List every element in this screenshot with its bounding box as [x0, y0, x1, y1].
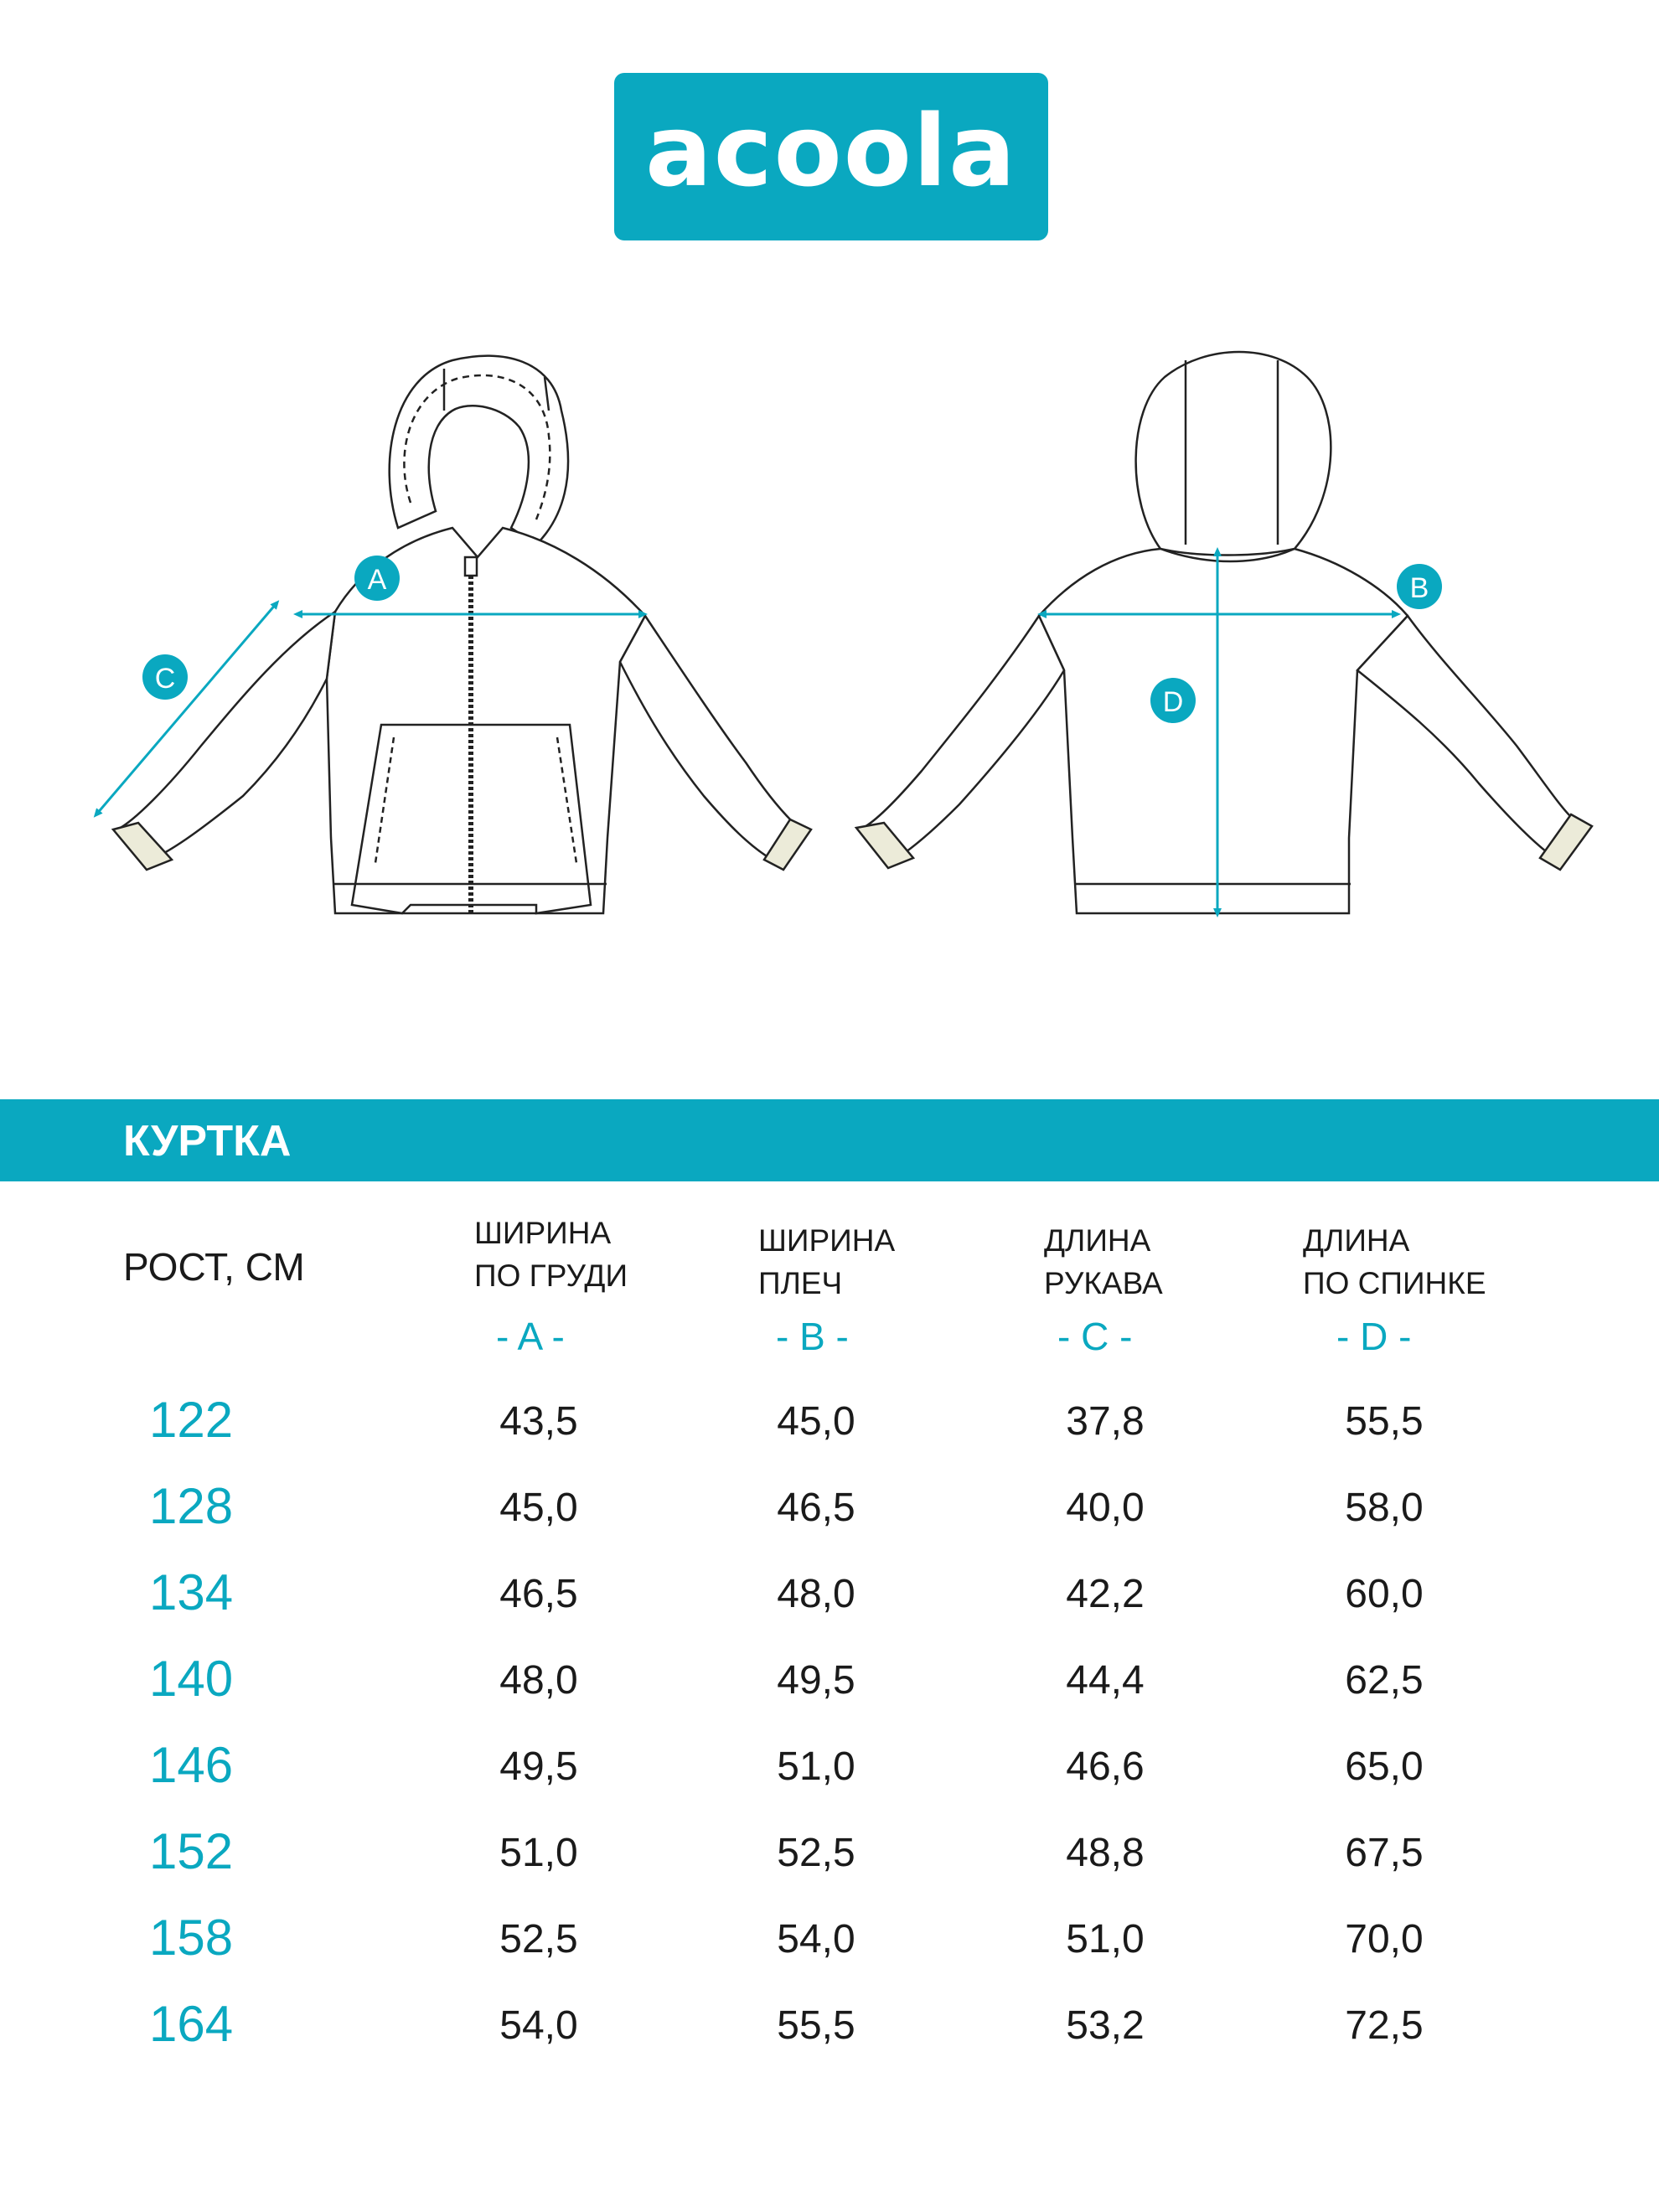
marker-b-label: B — [1409, 572, 1429, 604]
column-header-sleeve-length — [1044, 1219, 1163, 1305]
cell-shoulder-width: 52,5 — [777, 1831, 855, 1875]
cell-sleeve-length: 40,0 — [1066, 1486, 1145, 1530]
cell-chest-width: 46,5 — [499, 1572, 578, 1616]
row-height-value: 164 — [149, 1996, 234, 2052]
cell-back-length: 72,5 — [1345, 2003, 1424, 2048]
cell-chest-width: 54,0 — [499, 2003, 578, 2048]
cell-back-length: 58,0 — [1345, 1486, 1424, 1530]
column-header-line2: ПО ГРУДИ — [474, 1258, 628, 1293]
cell-shoulder-width: 55,5 — [777, 2003, 855, 2048]
cell-sleeve-length: 51,0 — [1066, 1917, 1145, 1961]
cell-chest-width: 43,5 — [499, 1399, 578, 1444]
cell-back-length: 67,5 — [1345, 1831, 1424, 1875]
marker-c — [142, 654, 188, 700]
marker-c-label: C — [154, 663, 176, 695]
height-column-header: РОСТ, СМ — [123, 1245, 305, 1289]
jacket-back-view — [856, 352, 1592, 913]
brand-logo — [614, 73, 1048, 240]
column-header-chest-width — [474, 1212, 628, 1297]
row-height-value: 128 — [149, 1478, 234, 1534]
row-height-value: 140 — [149, 1651, 234, 1707]
column-header-line1: ШИРИНА — [474, 1216, 612, 1250]
row-height-value: 146 — [149, 1737, 234, 1793]
marker-a-label: A — [367, 564, 387, 596]
cell-back-length: 70,0 — [1345, 1917, 1424, 1961]
column-header-line1: ШИРИНА — [758, 1223, 896, 1258]
row-height-value: 134 — [149, 1564, 234, 1620]
cell-chest-width: 52,5 — [499, 1917, 578, 1961]
cell-back-length: 62,5 — [1345, 1658, 1424, 1703]
column-header-line2: РУКАВА — [1044, 1266, 1163, 1300]
cell-sleeve-length: 48,8 — [1066, 1831, 1145, 1875]
cell-chest-width: 49,5 — [499, 1744, 578, 1789]
cell-shoulder-width: 54,0 — [777, 1917, 855, 1961]
column-letter-a: - A - — [496, 1315, 565, 1358]
marker-d — [1150, 678, 1196, 723]
cell-sleeve-length: 53,2 — [1066, 2003, 1145, 2048]
column-letter-d: - D - — [1336, 1315, 1412, 1358]
marker-a — [354, 556, 400, 601]
cell-back-length: 65,0 — [1345, 1744, 1424, 1789]
jacket-front-view — [113, 356, 811, 913]
cell-chest-width: 45,0 — [499, 1486, 578, 1530]
column-header-back-length — [1303, 1219, 1486, 1305]
cell-chest-width: 51,0 — [499, 1831, 578, 1875]
cell-shoulder-width: 49,5 — [777, 1658, 855, 1703]
column-header-line2: ПЛЕЧ — [758, 1266, 843, 1300]
row-height-value: 152 — [149, 1823, 234, 1879]
cell-shoulder-width: 48,0 — [777, 1572, 855, 1616]
marker-b — [1397, 564, 1442, 609]
cell-sleeve-length: 44,4 — [1066, 1658, 1145, 1703]
table-title-band — [0, 1099, 1659, 1181]
marker-d-label: D — [1162, 686, 1184, 718]
cell-sleeve-length: 42,2 — [1066, 1572, 1145, 1616]
column-header-line1: ДЛИНА — [1044, 1223, 1151, 1258]
cell-shoulder-width: 45,0 — [777, 1399, 855, 1444]
cell-back-length: 60,0 — [1345, 1572, 1424, 1616]
cell-sleeve-length: 46,6 — [1066, 1744, 1145, 1789]
cell-chest-width: 48,0 — [499, 1658, 578, 1703]
row-height-value: 122 — [149, 1392, 234, 1448]
row-height-value: 158 — [149, 1910, 234, 1966]
column-header-shoulder-width — [758, 1219, 895, 1305]
cell-sleeve-length: 37,8 — [1066, 1399, 1145, 1444]
table-title: КУРТКА — [123, 1117, 292, 1165]
column-header-line2: ПО СПИНКЕ — [1303, 1266, 1486, 1300]
jacket-diagram — [0, 327, 1659, 964]
brand-logo-text: acoola — [645, 93, 1017, 209]
column-letter-c: - C - — [1057, 1315, 1133, 1358]
column-header-line1: ДЛИНА — [1303, 1223, 1410, 1258]
column-letter-b: - B - — [776, 1315, 849, 1358]
cell-shoulder-width: 46,5 — [777, 1486, 855, 1530]
cell-back-length: 55,5 — [1345, 1399, 1424, 1444]
cell-shoulder-width: 51,0 — [777, 1744, 855, 1789]
